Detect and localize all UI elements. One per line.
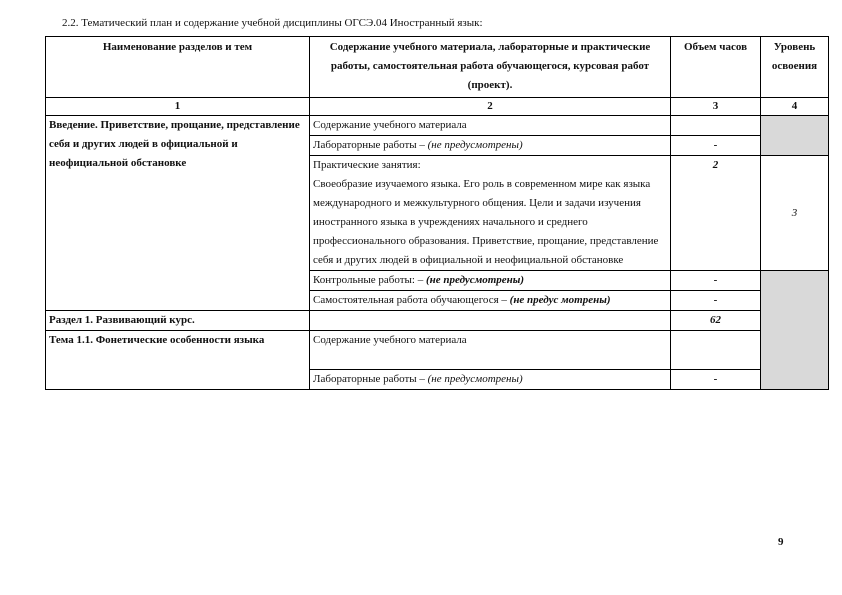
topic1-1-lab — [310, 370, 671, 390]
topic1-1-lab-hours: - — [671, 370, 761, 390]
column-number: 3 — [671, 98, 761, 116]
thematic-plan-table — [45, 36, 829, 390]
intro-selfwork-hours: - — [671, 291, 761, 311]
table-caption: 2.2. Тематический план и содержание учебной дисциплины ОГСЭ.04 Иностранный язык: — [62, 17, 483, 29]
table-header-row — [46, 37, 829, 98]
header-hours: Объем часов — [671, 37, 761, 98]
intro-control — [310, 271, 671, 291]
section1-hours: 62 — [671, 311, 761, 331]
intro-title: Введение. Приветствие, прощание, представление себя и других людей в официальной и неофициальной обстановке — [46, 116, 310, 311]
lab-note: (не предусмотрены) — [427, 373, 523, 385]
practice-text: Своеобразие изучаемого языка. Его роль в современном мире как языка международного и межкультурного общения. Цели и задачи изучения иностранного языка в учреждениях начального и среднего профессионального образования. Приветствие, прощание, представление себя и других людей в официальной и неофициальной обстановке — [313, 178, 659, 266]
header-level: Уровень освоения — [761, 37, 829, 98]
header-content: Содержание учебного материала, лабораторные и практические работы, самостоятельная работа обучающегося, курсовая работ (проект). — [310, 37, 671, 98]
intro-control-hours: - — [671, 271, 761, 291]
selfwork-label: Самостоятельная работа обучающегося – — [313, 294, 507, 306]
page-number: 9 — [778, 536, 784, 548]
table-row — [46, 311, 829, 331]
column-number-row — [46, 98, 829, 116]
intro-lab — [310, 136, 671, 156]
lab-label: Лабораторные работы – — [313, 373, 425, 385]
column-number: 4 — [761, 98, 829, 116]
intro-selfwork — [310, 291, 671, 311]
control-note: (не предусмотрены) — [425, 274, 525, 286]
intro-level: 3 — [761, 156, 829, 271]
intro-lab-hours: - — [671, 136, 761, 156]
practice-label: Практические занятия: — [313, 159, 421, 171]
lab-note: (не предусмотрены) — [427, 139, 523, 151]
gray-cell — [761, 271, 829, 390]
header-sections: Наименование разделов и тем — [46, 37, 310, 98]
lab-label: Лабораторные работы – — [313, 139, 425, 151]
topic1-1-title: Тема 1.1. Фонетические особенности языка — [46, 331, 310, 390]
table-row — [46, 331, 829, 370]
section1-title: Раздел 1. Развивающий курс. — [46, 311, 310, 331]
control-label: Контрольные работы: – — [313, 274, 424, 286]
table-row — [46, 116, 829, 136]
column-number: 1 — [46, 98, 310, 116]
gray-cell — [761, 116, 829, 156]
intro-practice-hours: 2 — [671, 156, 761, 271]
intro-content-label: Содержание учебного материала — [310, 116, 671, 136]
selfwork-note: (не предус мотрены) — [509, 294, 611, 306]
intro-practice — [310, 156, 671, 271]
topic1-1-content-hours — [671, 331, 761, 370]
intro-content-hours — [671, 116, 761, 136]
topic1-1-content-label: Содержание учебного материала — [310, 331, 671, 370]
column-number: 2 — [310, 98, 671, 116]
section1-content — [310, 311, 671, 331]
